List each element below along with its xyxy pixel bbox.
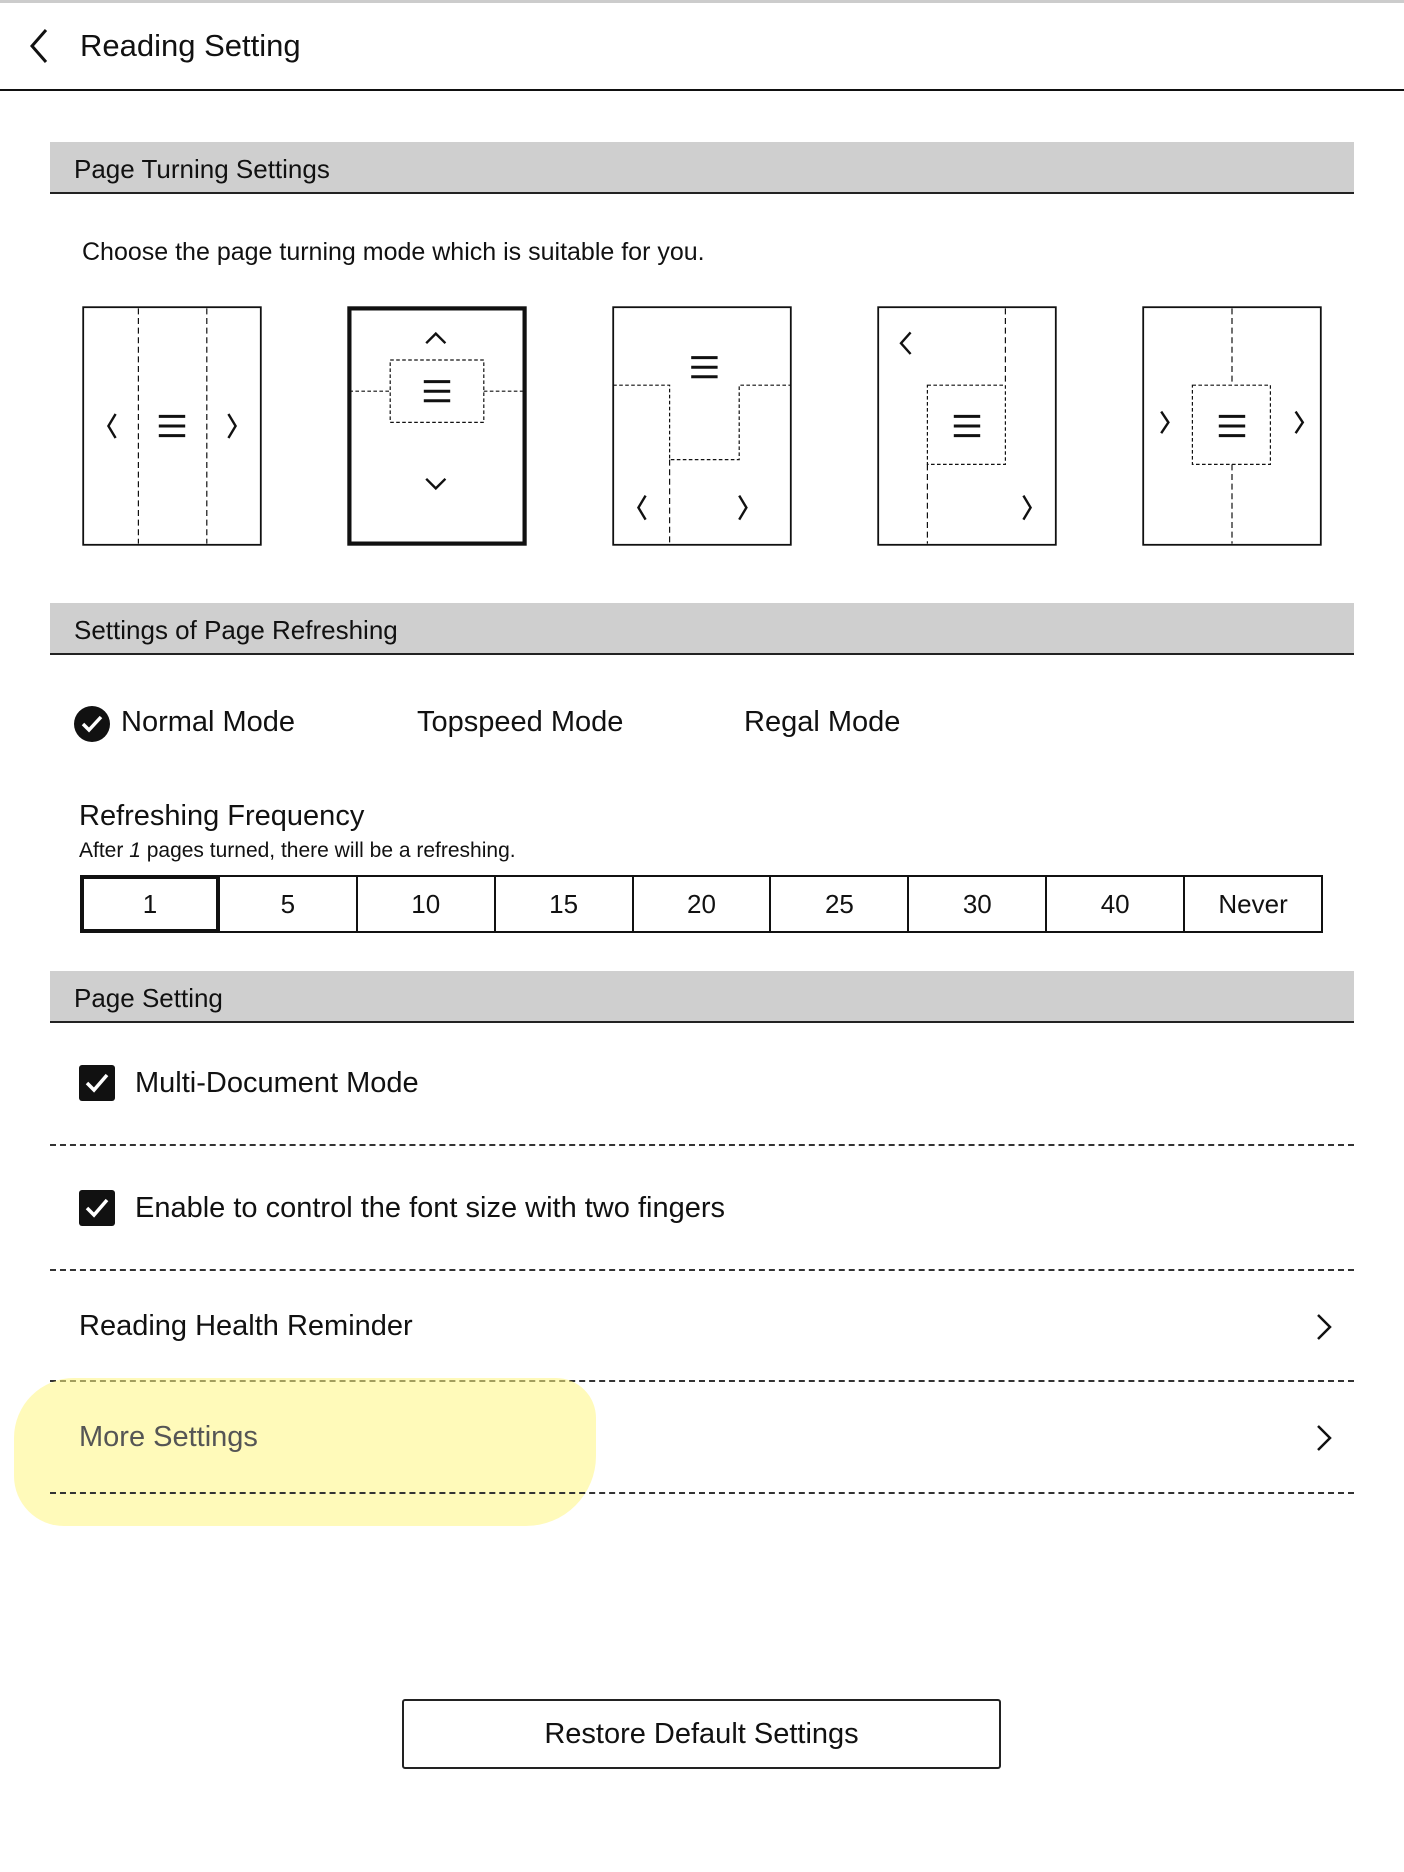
page-turning-description: Choose the page turning mode which is suitable for you. (82, 238, 705, 266)
page-turn-mode-4[interactable] (877, 306, 1057, 546)
multi-document-label: Multi-Document Mode (135, 1067, 419, 1099)
freq-option-40[interactable]: 40 (1045, 877, 1183, 931)
page-turn-mode-3[interactable] (612, 306, 792, 546)
page-turn-mode-2[interactable] (347, 306, 527, 546)
section-page-refreshing: Settings of Page Refreshing (50, 603, 1354, 655)
freq-option-15[interactable]: 15 (494, 877, 632, 931)
divider (50, 1492, 1354, 1494)
freq-option-10[interactable]: 10 (356, 877, 494, 931)
freq-option-20[interactable]: 20 (632, 877, 770, 931)
page-title: Reading Setting (80, 28, 301, 63)
section-page-setting: Page Setting (50, 971, 1354, 1023)
two-finger-label: Enable to control the font size with two fingers (135, 1192, 725, 1224)
frequency-selector (80, 875, 1323, 933)
chevron-right-icon[interactable] (1314, 1311, 1334, 1343)
refreshing-frequency-title: Refreshing Frequency (79, 800, 365, 832)
chevron-right-icon[interactable] (1314, 1422, 1334, 1454)
freq-option-25[interactable]: 25 (769, 877, 907, 931)
check-circle-icon (74, 706, 110, 742)
section-page-turning: Page Turning Settings (50, 142, 1354, 194)
freq-option-1[interactable]: 1 (82, 877, 218, 931)
reading-health-reminder[interactable]: Reading Health Reminder (79, 1310, 413, 1342)
mode-topspeed[interactable]: Topspeed Mode (417, 706, 624, 738)
desc-suffix: pages turned, there will be a refreshing. (140, 839, 516, 862)
desc-value: 1 (129, 839, 141, 862)
freq-option-never[interactable]: Never (1183, 877, 1321, 931)
refreshing-frequency-desc (79, 839, 516, 863)
multi-document-checkbox[interactable] (79, 1065, 115, 1101)
desc-prefix: After (79, 839, 130, 862)
freq-option-5[interactable]: 5 (218, 877, 356, 931)
restore-default-button[interactable]: Restore Default Settings (402, 1699, 1001, 1769)
freq-option-30[interactable]: 30 (907, 877, 1045, 931)
mode-regal[interactable]: Regal Mode (744, 706, 901, 738)
back-arrow-icon[interactable] (24, 26, 54, 66)
two-finger-checkbox[interactable] (79, 1190, 115, 1226)
page-turn-mode-5[interactable] (1142, 306, 1322, 546)
page-turn-mode-1[interactable] (82, 306, 262, 546)
divider (50, 1269, 1354, 1271)
divider (50, 1144, 1354, 1146)
mode-normal[interactable]: Normal Mode (121, 706, 296, 738)
more-settings[interactable]: More Settings (79, 1421, 258, 1453)
